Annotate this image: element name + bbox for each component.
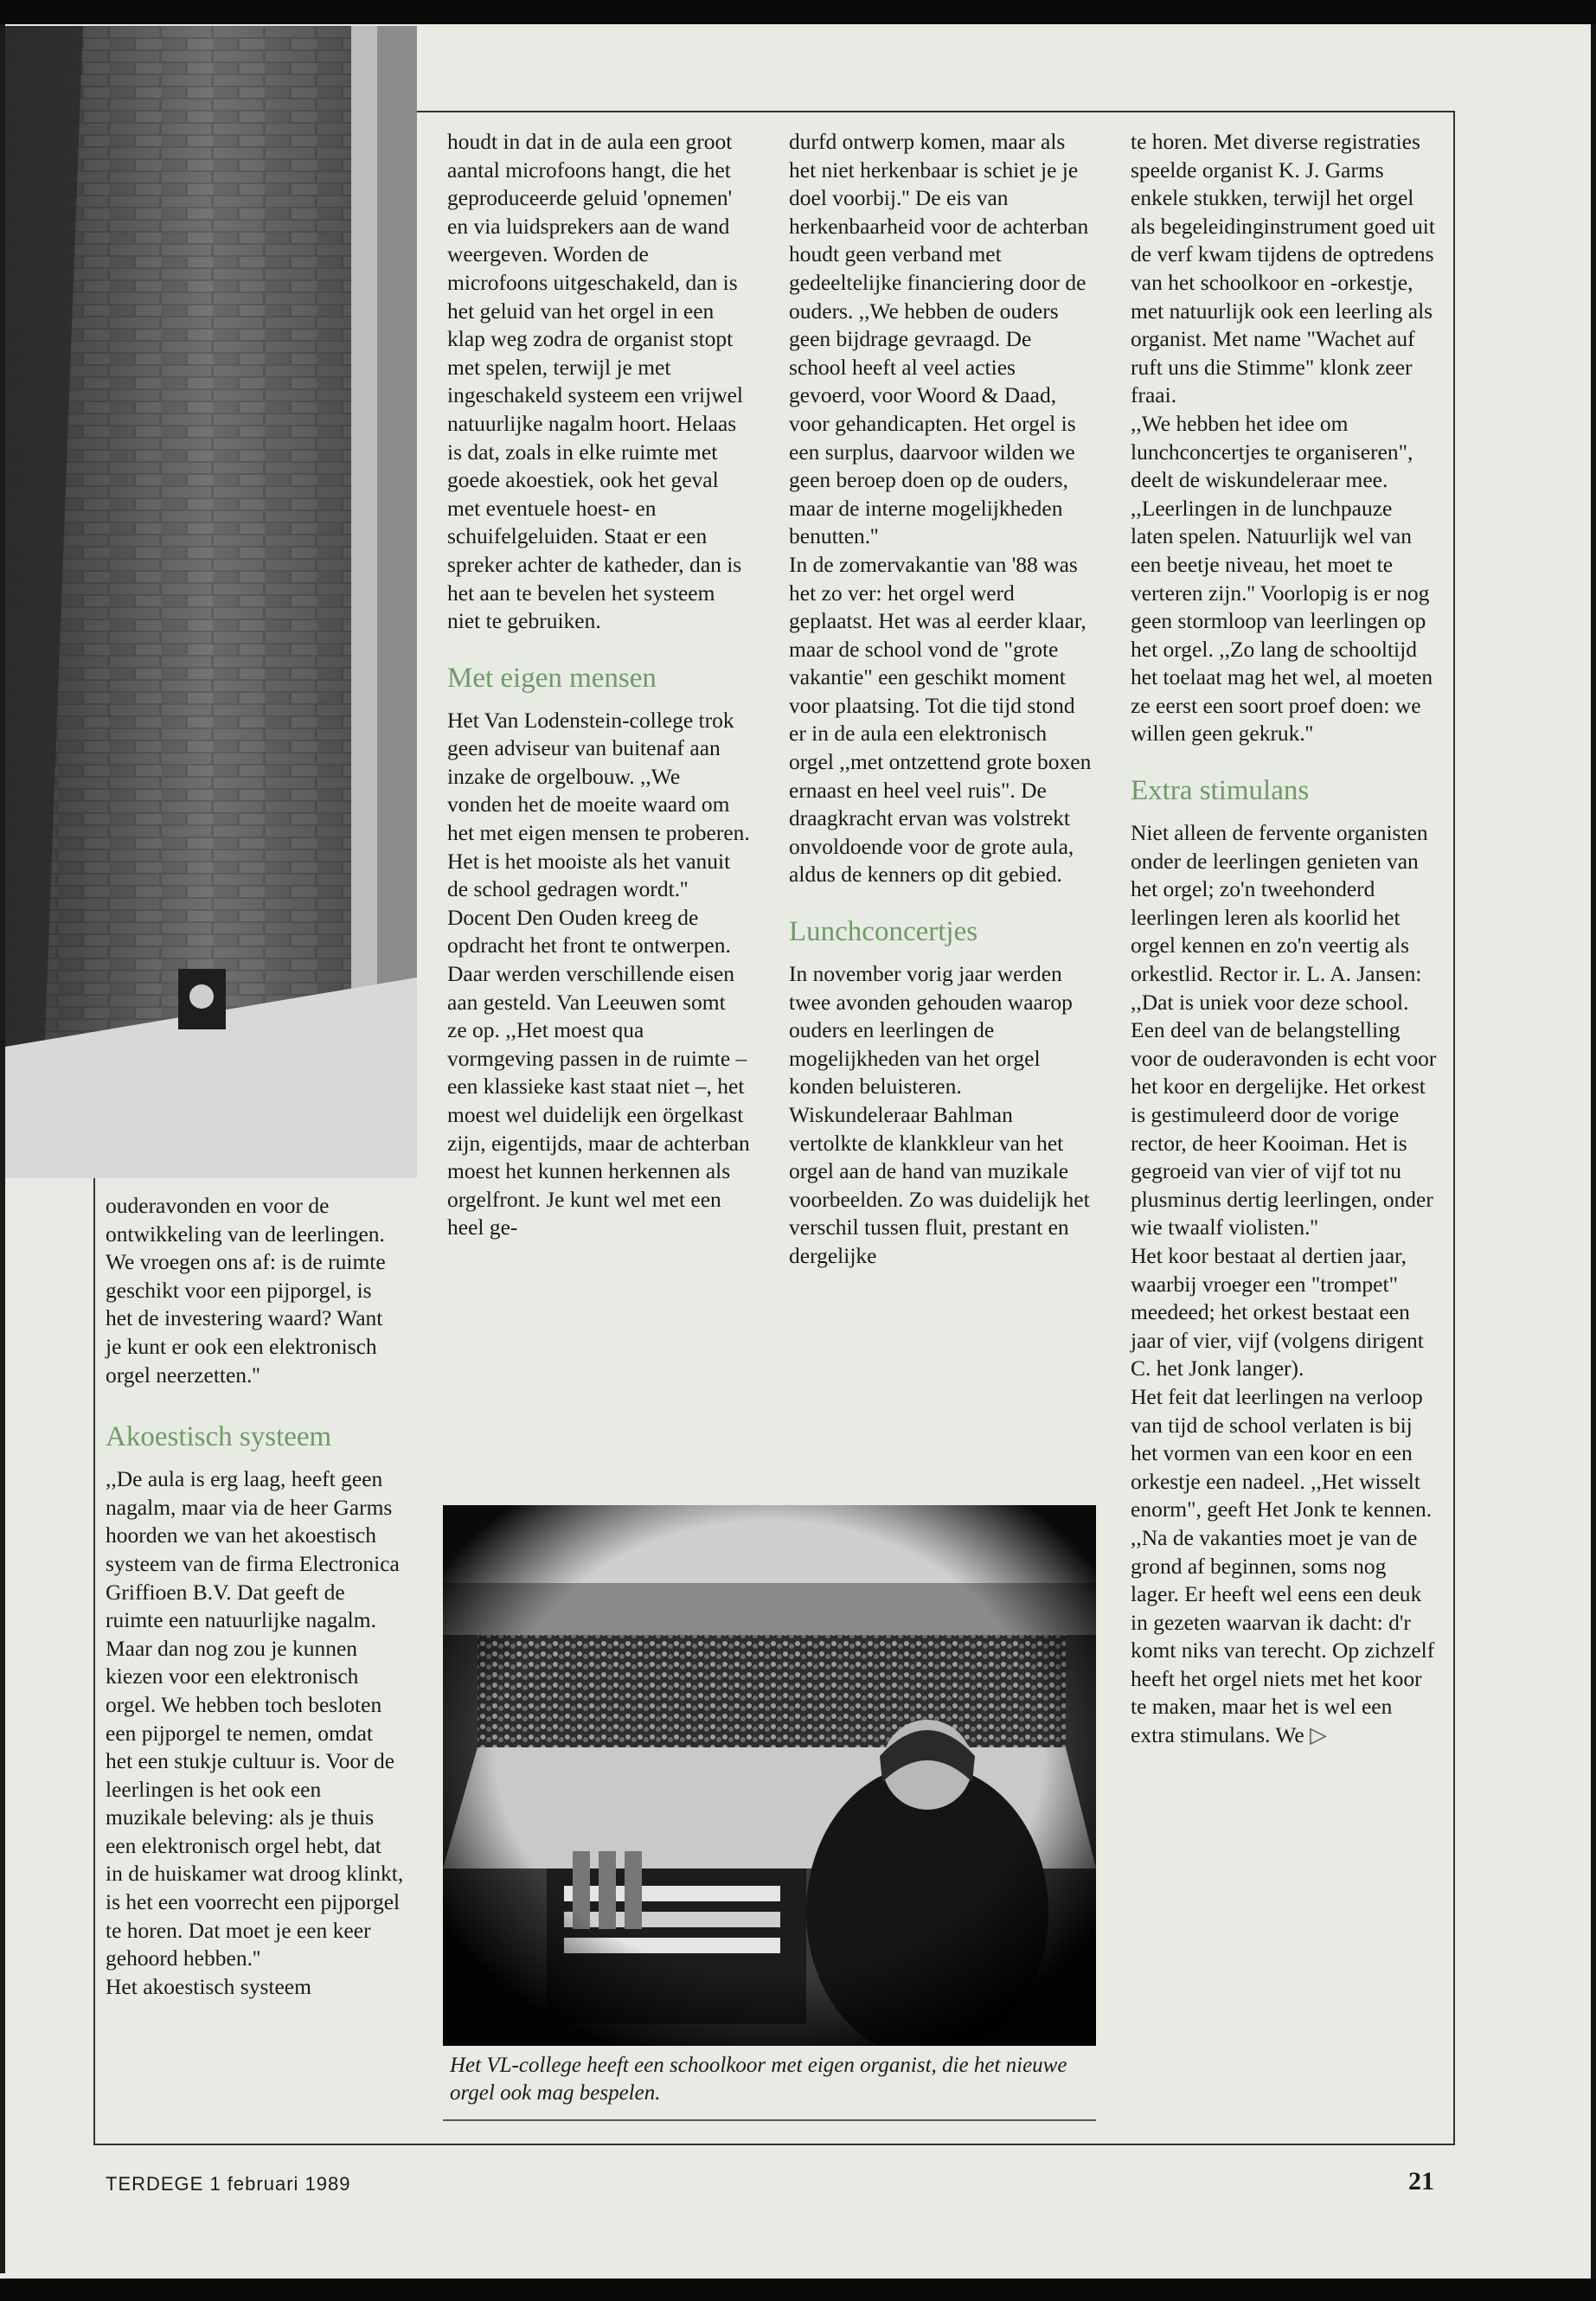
brick-wall-photo bbox=[5, 26, 417, 1178]
frame-rule-bottom bbox=[93, 2144, 1455, 2145]
section-heading: Extra stimulans bbox=[1131, 775, 1310, 807]
organist-photo bbox=[443, 1505, 1096, 2046]
section-heading: Akoestisch systeem bbox=[106, 1421, 332, 1453]
continue-arrow-icon: ▷ bbox=[1310, 1722, 1327, 1748]
paragraph: ,,De aula is erg laag, heeft geen nagalm, maar via de heer Garms hoorden we van het akoestisch systeem van de firma Electronica Griffioen B.V. Dat geeft de ruimte een natuurlijke nagalm. Maar dan nog zou je kunnen kiezen voor een elektronisch orgel. We hebben toch besloten een pijporgel te nemen, omdat het een stukje cultuur is. Voor de leerlingen is het ook een muzikale beleving: als je thuis een elektronisch orgel hebt, dat in de huiskamer wat droog klinkt, is het een voorrecht een pijporgel te horen. Dat moet je een keer gehoord hebben.'' bbox=[106, 1466, 404, 1971]
text-column-2 bbox=[447, 128, 750, 1242]
photo-caption: Het VL-college heeft een schoolkoor met eigen organist, die het nieuwe orgel ook mag bespelen. bbox=[450, 2054, 1067, 2105]
paragraph: ouderavonden en voor de ontwikkeling van de leerlingen. We vroegen ons af: is de ruimte geschikt voor een pijporgel, is het de investering waard? Want je kunt er ook een elektronisch orgel neerzetten.'' bbox=[106, 1193, 386, 1388]
paragraph bbox=[1131, 1383, 1438, 1750]
caption-rule bbox=[443, 2119, 1096, 2121]
page-number: 21 bbox=[1408, 2167, 1434, 2195]
top-border bbox=[0, 0, 1596, 24]
text-column-3 bbox=[789, 128, 1092, 1271]
paragraph-text: Het feit dat leerlingen na verloop van tijd de school verlaten is bij het vormen van een koor en een orkestje een nadeel. ,,Het wisselt enorm", geeft Het Jonk te kennen. ,,Na de vakanties moet je van de grond af beginnen, soms nog lager. Er heeft wel eens een deuk in gezeten waarvan ik dacht: d'r komt niks van terecht. Op zichzelf heeft het orgel niets met het koor te maken, maar het is wel een extra stimulans. We bbox=[1131, 1383, 1435, 1748]
section-heading: Lunchconcertjes bbox=[789, 916, 978, 948]
paragraph: ,,We hebben het idee om lunchconcertjes te organiseren", deelt de wiskundeleraar mee. ,,Leerlingen in de lunchpauze laten spelen. Natuurlijk wel van een beetje niveau, het moet te verteren zijn.'' Voorlopig is er nog geen stormloop van leerlingen op het orgel. ,,Zo lang de schooltijd het toelaat mag het wel, al moeten ze eerst een soort proef doen: we willen geen gekruk.'' bbox=[1131, 410, 1433, 747]
paragraph: In november vorig jaar werden twee avonden gehouden waarop ouders en leerlingen de mogelijkheden van het orgel konden beluisteren. Wiskundeleraar Bahlman vertolkte de klankkleur van het orgel aan de hand van muzikale voorbeelden. Zo was duidelijk het verschil tussen fluit, prestant en dergelijke bbox=[789, 961, 1090, 1268]
frame-rule-left bbox=[93, 1176, 95, 2144]
paragraph: In de zomervakantie van '88 was het zo ver: het orgel werd geplaatst. Het was al eerder klaar, maar de school vond de "grote vakantie" een geschikt moment voor plaatsing. Tot die tijd stond er in de aula een elektronisch orgel ,,met ontzettend grote boxen ernaast en heel veel ruis". De draagkracht ervan was volstrekt onvoldoende voor de grote aula, aldus de kenners op dit gebied. bbox=[789, 551, 1092, 888]
paragraph: Het koor bestaat al dertien jaar, waarbij vroeger een "trompet" meedeed; het orkest bestaat een jaar of vier, vijf (volgens dirigent C. het Jonk langer). bbox=[1131, 1242, 1424, 1381]
right-border bbox=[1591, 24, 1596, 2279]
paragraph: durfd ontwerp komen, maar als het niet herkenbaar is schiet je je doel voorbij.'' De eis van herkenbaarheid voor de achterban houdt geen verband met gedeeltelijke financiering door de ouders. ,,We hebben de ouders geen bijdrage gevraagd. De school heeft al veel acties gevoerd, voor Woord & Daad, voor gehandicapten. Het orgel is een surplus, daarvoor wilden we geen beroep doen op de ouders, maar de interne mogelijkheden benutten.'' bbox=[789, 129, 1089, 549]
section-heading: Met eigen mensen bbox=[447, 662, 657, 694]
paragraph: Het Van Lodenstein-college trok geen adviseur van buitenaf aan inzake de orgelbouw. ,,We vonden het de moeite waard om het met eigen mensen te proberen. Het is het mooiste als het vanuit de school gedragen wordt.'' bbox=[447, 707, 750, 902]
text-column-1 bbox=[106, 1192, 404, 2001]
paragraph: Het akoestisch systeem bbox=[106, 1973, 311, 1999]
bottom-border bbox=[0, 2279, 1596, 2301]
paragraph: te horen. Met diverse registraties speelde organist K. J. Garms enkele stukken, terwijl het orgel als begeleidinginstrument goed uit de verf kwam tijdens de optredens van het schoolkoor en -orkestje, met natuurlijk ook een leerling als organist. Met name "Wachet auf ruft uns die Stimme" klonk zeer fraai. bbox=[1131, 129, 1435, 408]
paragraph: houdt in dat in de aula een groot aantal microfoons hangt, die het geproduceerde geluid 'opnemen' en via luidsprekers aan de wand weergeven. Worden de microfoons uitgeschakeld, dan is het geluid van het orgel in een klap weg zodra de organist stopt met spelen, terwijl je met ingeschakeld systeem een vrijwel natuurlijke nagalm hoort. Helaas is dat, zoals in elke ruimte met goede akoestiek, ook het geval met eventuele hoest- en schuifelgeluiden. Staat er een spreker achter de katheder, dan is het aan te bevelen het systeem niet te gebruiken. bbox=[447, 129, 744, 634]
text-column-4 bbox=[1131, 128, 1438, 1750]
paragraph: Niet alleen de fervente organisten onder de leerlingen genieten van het orgel; zo'n tweehonderd leerlingen leren als koorlid het orgel kennen en zo'n veertig als orkestlid. Rector ir. L. A. Jansen: ,,Dat is uniek voor deze school. Een deel van de belangstelling voor de ouderavonden is echt voor het koor en dergelijke. Het orkest is gestimuleerd door de vorige rector, de heer Kooiman. Het is gegroeid van vier of vijf tot nu plusminus dertig leerlingen, onder wie twaalf violisten.'' bbox=[1131, 820, 1437, 1240]
paragraph: Docent Den Ouden kreeg de opdracht het front te ontwerpen. Daar werden verschillende eisen aan gesteld. Van Leeuwen somt ze op. ,,Het moest qua vormgeving passen in de ruimte – een klassieke kast staat niet –, het moest wel duidelijk een örgelkast zijn, eigentijds, maar de achterban moest het kunnen herkennen als orgelfront. Je kunt wel met een heel ge- bbox=[447, 904, 750, 1240]
publication-footer: TERDEGE 1 februari 1989 bbox=[106, 2173, 351, 2195]
frame-rule-right bbox=[1453, 111, 1455, 2144]
frame-rule-top bbox=[417, 111, 1455, 112]
